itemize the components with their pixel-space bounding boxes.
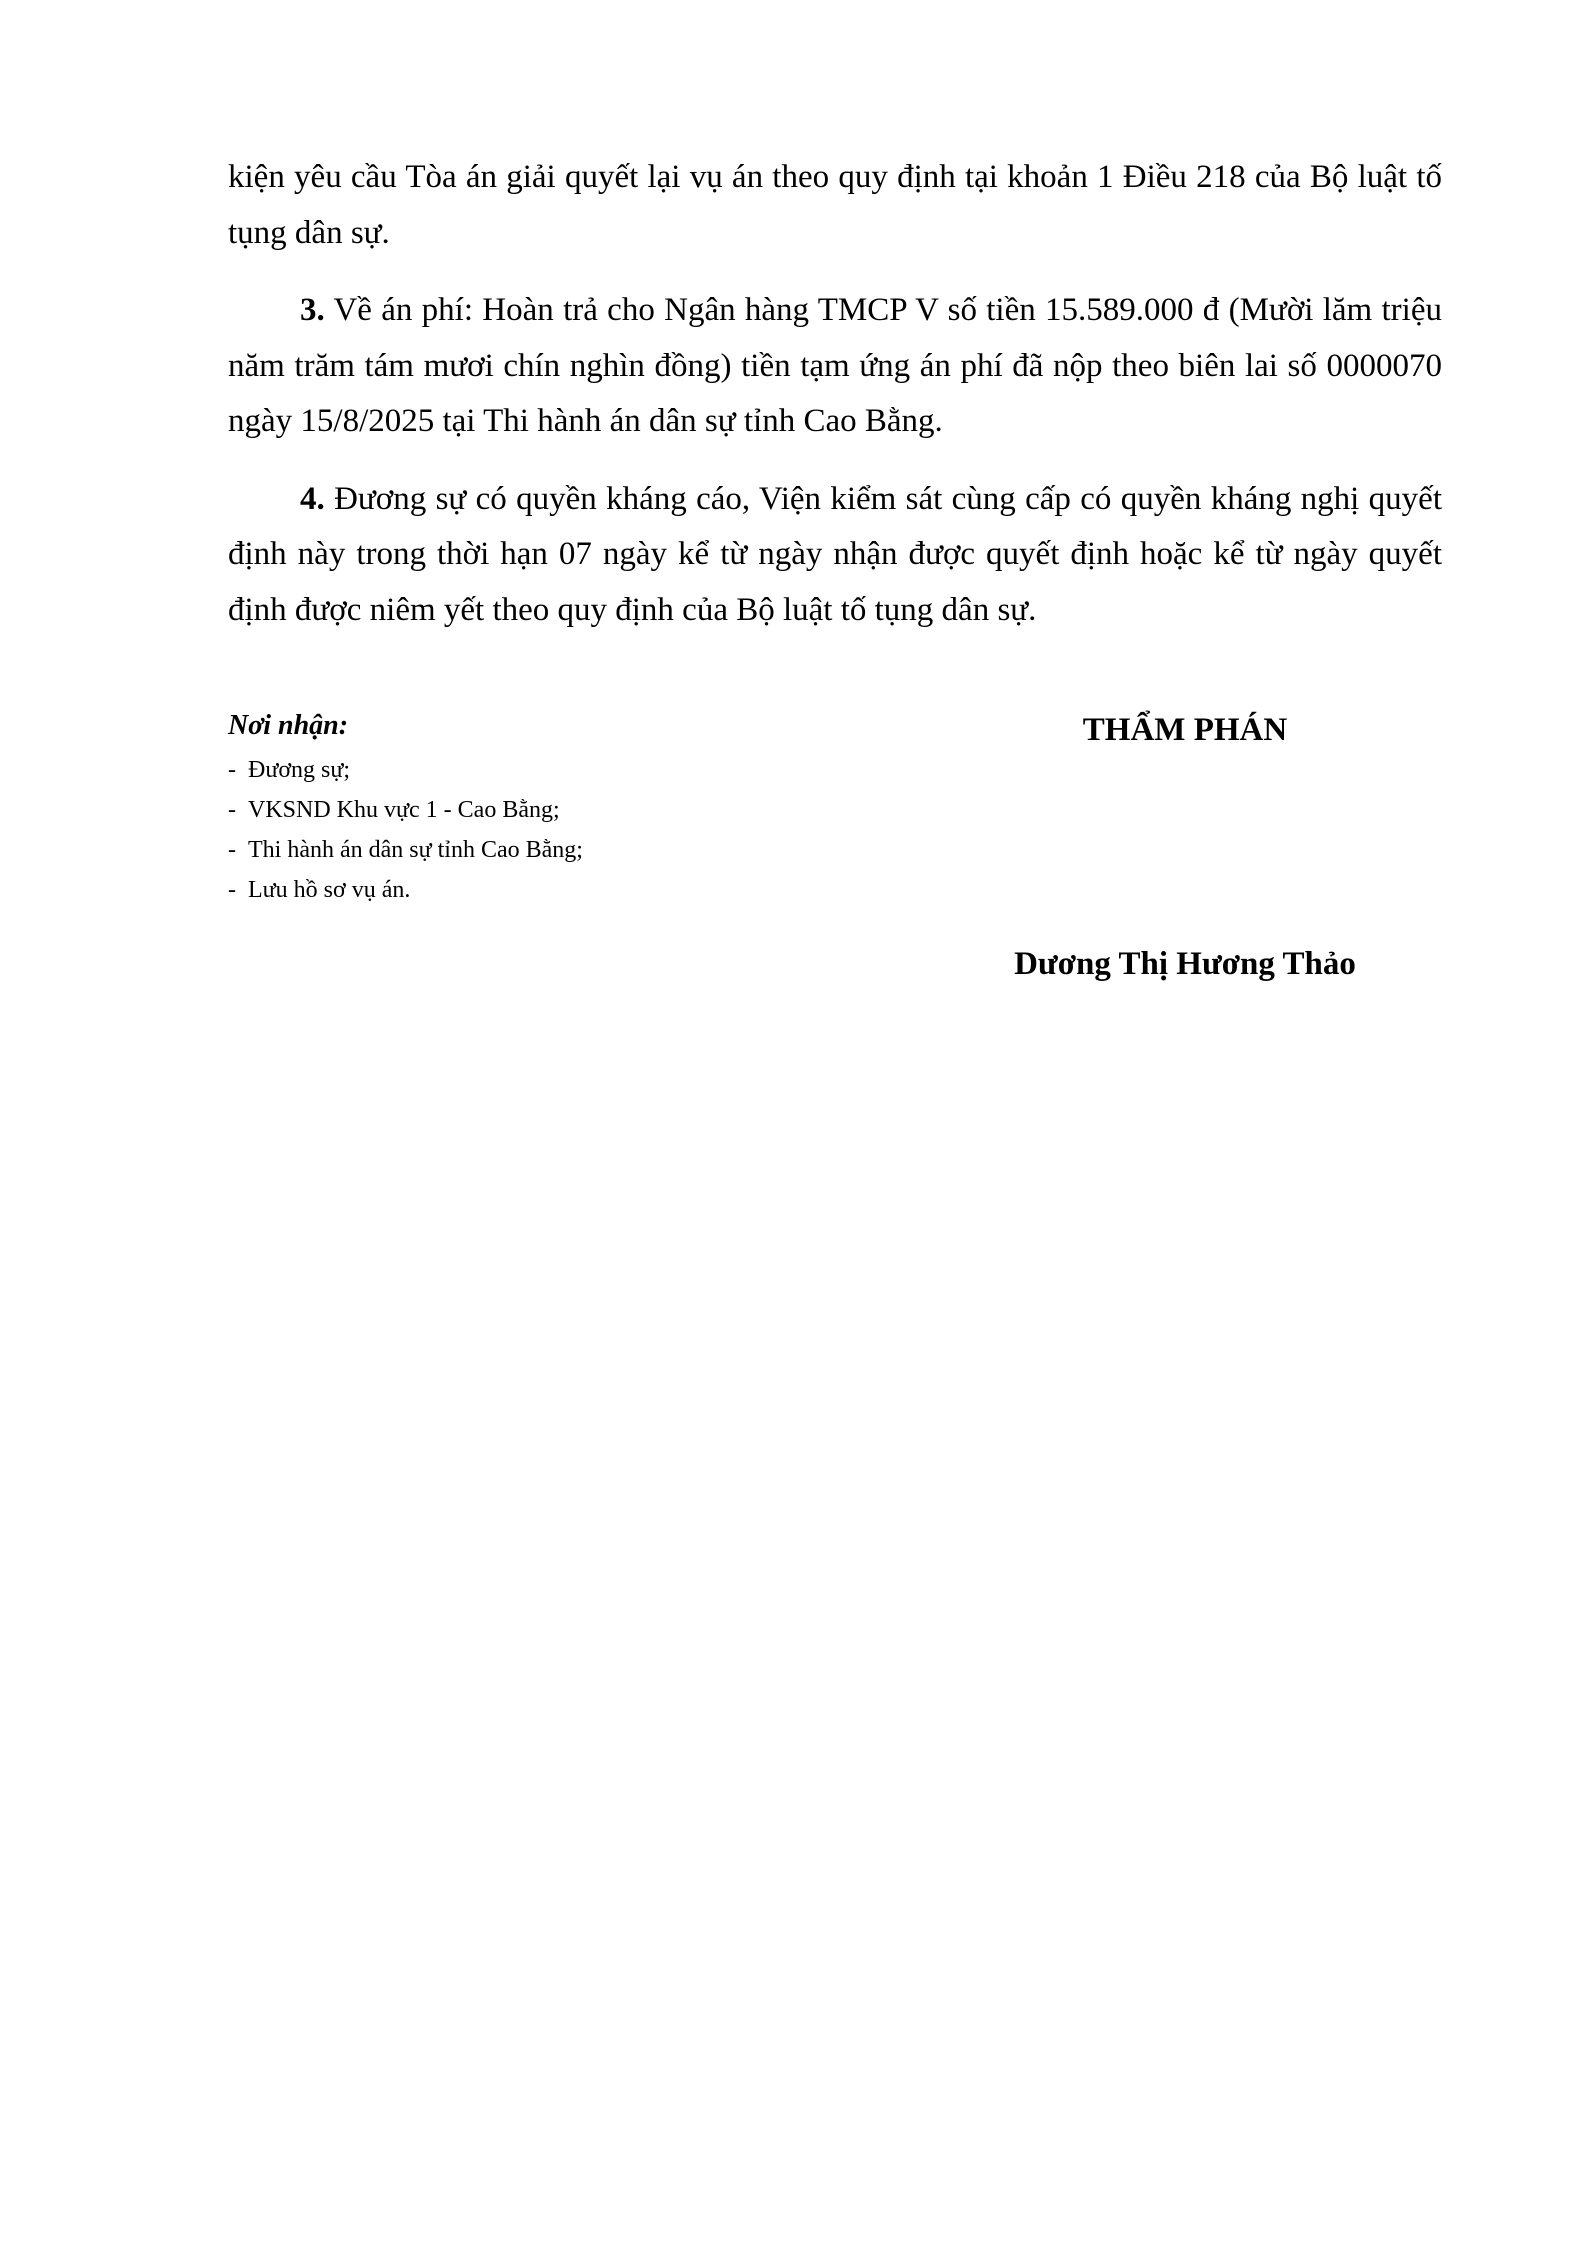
list-dash: -	[228, 757, 236, 783]
recipients-list	[228, 750, 788, 910]
list-item	[228, 830, 788, 870]
continued-paragraph: kiện yêu cầu Tòa án giải quyết lại vụ án theo quy định tại khoản 1 Điều 218 của Bộ luật tố tụng dân sự.	[228, 159, 1442, 251]
list-item	[228, 790, 788, 830]
recipient-label: Đương sự;	[248, 757, 351, 783]
list-item	[228, 870, 788, 910]
signature-name: Dương Thị Hương Thảo	[1014, 946, 1356, 982]
item-text: Đương sự có quyền kháng cáo, Viện kiểm sát cùng cấp có quyền kháng nghị quyết định này trong thời hạn 07 ngày kể từ ngày nhận được quyết định hoặc kể từ ngày quyết định được niêm yết theo quy định của Bộ luật tố tụng dân sự.	[228, 480, 1442, 628]
item-text: Về án phí: Hoàn trả cho Ngân hàng TMCP V số tiền 15.589.000 đ (Mười lăm triệu năm trăm tám mươi chín nghìn đồng) tiền tạm ứng án phí đã nộp theo biên lai số 0000070 ngày 15/8/2025 tại Thi hành án dân sự tỉnh Cao Bằng.	[228, 292, 1442, 439]
recipients-block	[228, 708, 788, 910]
list-dash: -	[228, 797, 236, 823]
recipient-label: VKSND Khu vực 1 - Cao Bằng;	[248, 797, 560, 823]
item-number: 4.	[300, 480, 325, 517]
list-item	[228, 750, 788, 790]
recipients-heading: Nơi nhận:	[228, 710, 349, 741]
recipient-label: Thi hành án dân sự tỉnh Cao Bằng;	[248, 837, 583, 863]
item-4-appeal-rights	[228, 472, 1442, 639]
item-number: 3.	[300, 292, 325, 328]
recipient-label: Lưu hồ sơ vụ án.	[248, 877, 411, 903]
signature-title: THẨM PHÁN	[1082, 712, 1288, 748]
item-3-court-fee	[228, 283, 1442, 450]
decision-body	[228, 150, 1442, 638]
list-dash: -	[228, 837, 236, 863]
list-dash: -	[228, 877, 236, 903]
